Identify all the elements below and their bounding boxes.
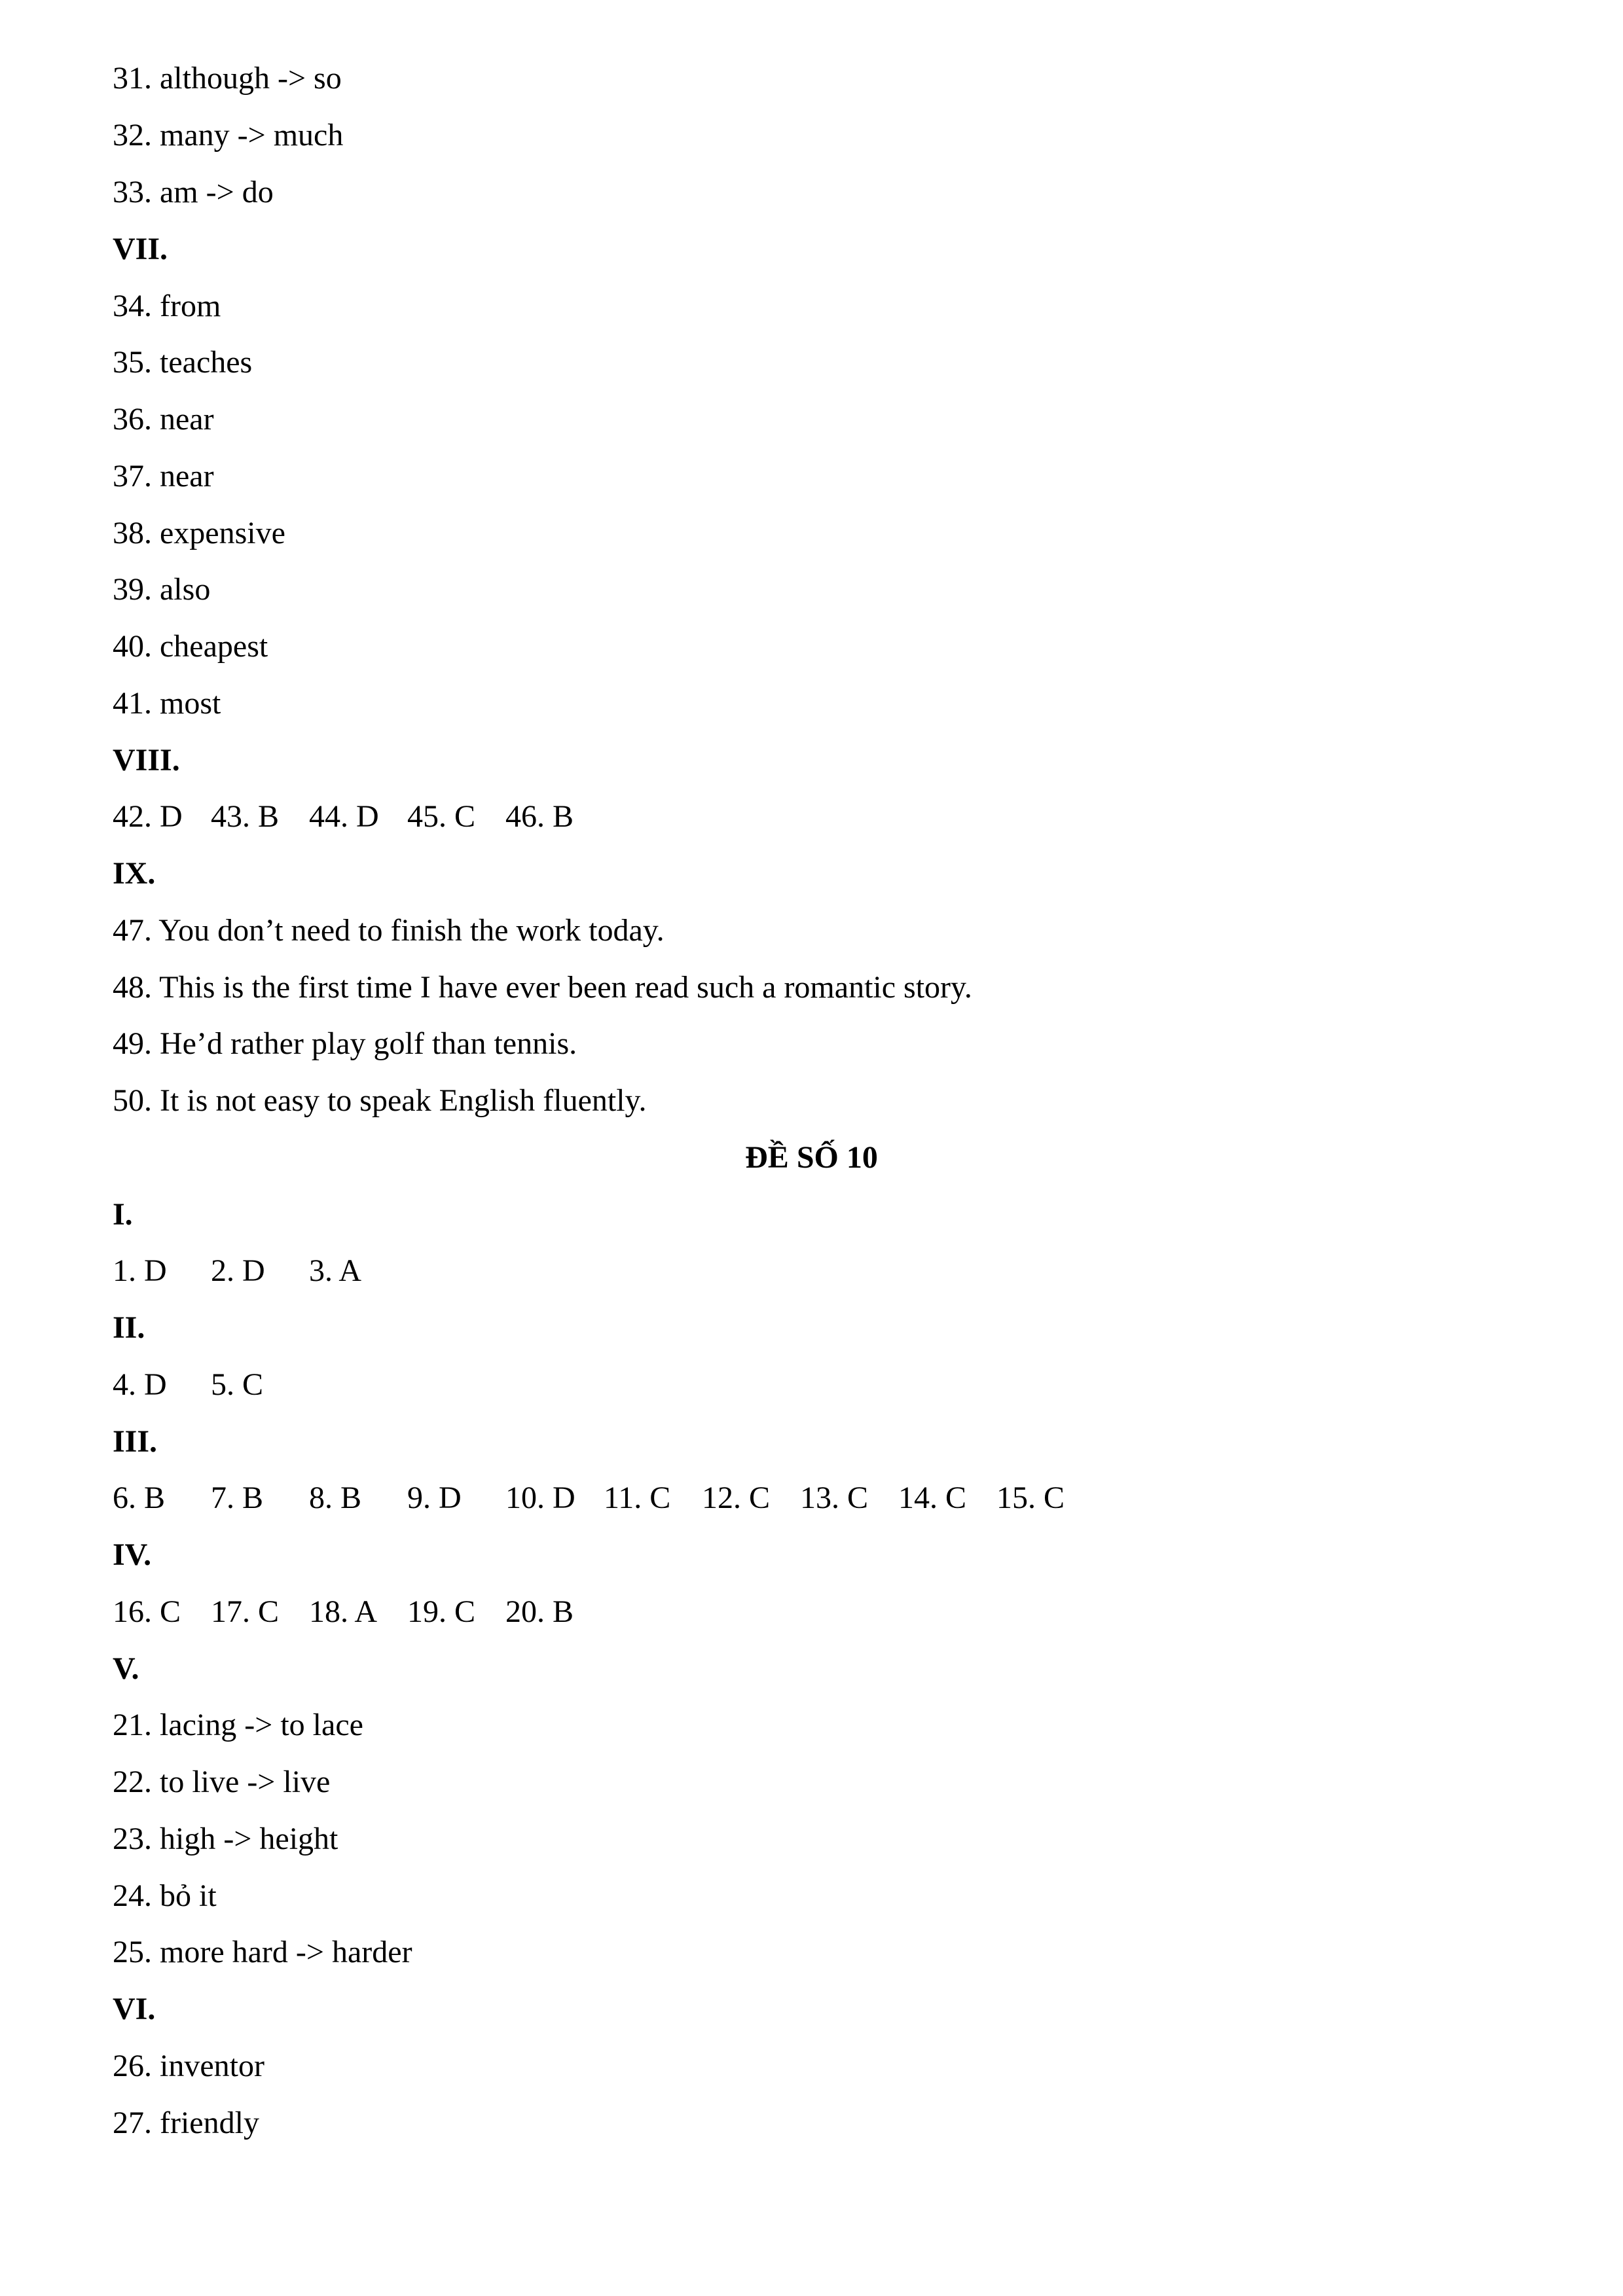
answer-line: 50. It is not easy to speak English fluently.: [113, 1083, 647, 1118]
answer-item: 13. C: [800, 1480, 869, 1515]
answer-line: 40. cheapest: [113, 629, 268, 664]
answer-line: 39. also: [113, 572, 211, 607]
answer-item: 10. D: [505, 1480, 575, 1515]
answer-line: 49. He’d rather play golf than tennis.: [113, 1026, 577, 1061]
answer-line: 23. high -> height: [113, 1821, 338, 1856]
answer-item: 46. B: [505, 799, 574, 834]
answer-item: 19. C: [407, 1594, 476, 1629]
answer-item: 7. B: [211, 1480, 264, 1515]
answer-item: 15. C: [996, 1480, 1065, 1515]
answer-item: 45. C: [407, 799, 476, 834]
answer-item: 16. C: [113, 1594, 181, 1629]
section-heading: IV.: [113, 1537, 152, 1572]
answer-line: 35. teaches: [113, 345, 253, 380]
answer-item: 18. A: [309, 1594, 378, 1629]
section-heading: I.: [113, 1197, 133, 1232]
answer-item: 17. C: [211, 1594, 280, 1629]
section-heading: VIII.: [113, 743, 180, 778]
answer-item: 6. B: [113, 1480, 166, 1515]
answer-line: 38. expensive: [113, 516, 285, 550]
exam-title: ĐỀ SỐ 10: [745, 1140, 878, 1175]
answer-item: 44. D: [309, 799, 379, 834]
answer-item: 2. D: [211, 1253, 265, 1288]
answer-line: 25. more hard -> harder: [113, 1935, 412, 1969]
answer-item: 9. D: [407, 1480, 462, 1515]
answer-line: 47. You don’t need to finish the work today.: [113, 913, 665, 948]
answer-line: 24. bỏ it: [113, 1878, 217, 1913]
answer-item: 12. C: [702, 1480, 771, 1515]
answer-item: 42. D: [113, 799, 183, 834]
answer-line: 21. lacing -> to lace: [113, 1708, 363, 1742]
section-heading: II.: [113, 1310, 145, 1345]
answer-item: 11. C: [604, 1480, 671, 1515]
answer-item: 5. C: [211, 1367, 264, 1402]
answer-item: 43. B: [211, 799, 280, 834]
answer-item: 4. D: [113, 1367, 167, 1402]
answer-line: 36. near: [113, 402, 214, 437]
answer-item: 3. A: [309, 1253, 362, 1288]
section-heading: IX.: [113, 856, 156, 891]
answer-item: 20. B: [505, 1594, 574, 1629]
answer-line: 27. friendly: [113, 2106, 259, 2140]
section-heading: VII.: [113, 232, 168, 266]
section-heading: VI.: [113, 1992, 156, 2026]
answer-line: 31. although -> so: [113, 61, 342, 96]
answer-line: 48. This is the first time I have ever been read such a romantic story.: [113, 970, 972, 1005]
answer-item: 14. C: [898, 1480, 967, 1515]
answer-line: 22. to live -> live: [113, 1765, 331, 1799]
answer-line: 34. from: [113, 289, 221, 323]
answer-item: 1. D: [113, 1253, 167, 1288]
answer-line: 41. most: [113, 686, 221, 721]
section-heading: III.: [113, 1424, 158, 1459]
answer-line: 37. near: [113, 459, 214, 493]
answer-line: 26. inventor: [113, 2049, 264, 2083]
answer-item: 8. B: [309, 1480, 362, 1515]
section-heading: V.: [113, 1651, 139, 1686]
answer-line: 32. many -> much: [113, 118, 344, 152]
answer-line: 33. am -> do: [113, 175, 274, 209]
